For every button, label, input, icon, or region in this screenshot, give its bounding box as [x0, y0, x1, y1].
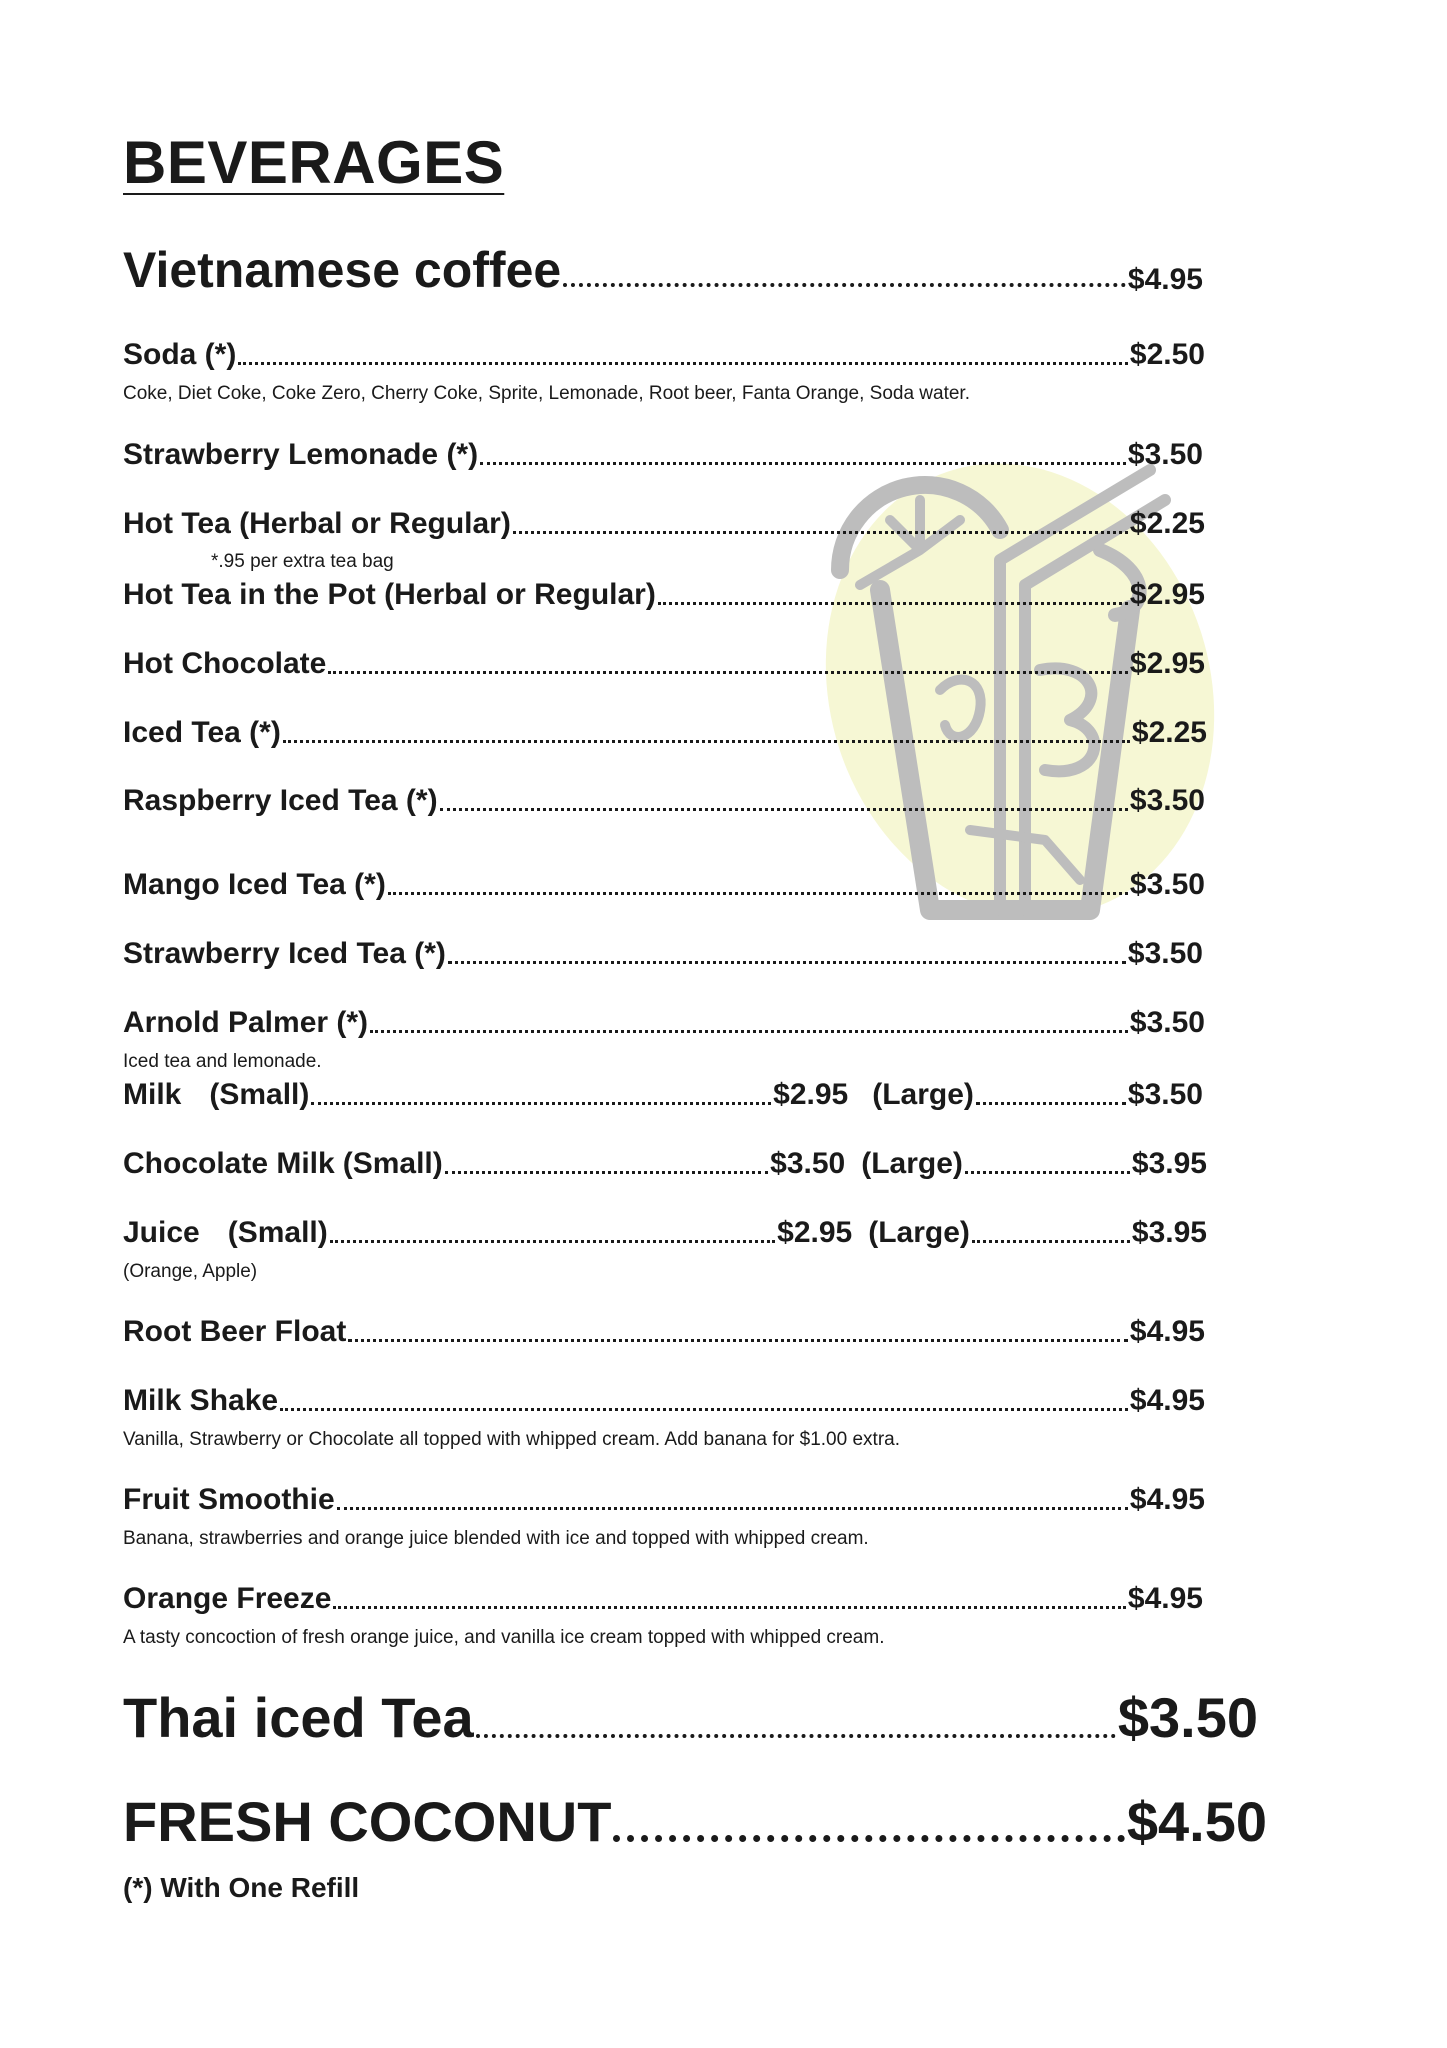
item-price: $3.50 [1129, 868, 1205, 901]
item-price: $4.95 [1129, 1384, 1205, 1417]
menu-item-hot-tea-pot [123, 580, 1205, 610]
item-price: $4.95 [1127, 1582, 1203, 1615]
menu-item-thai-iced-tea [123, 1686, 1258, 1749]
menu-item-root-beer-float [123, 1317, 1205, 1347]
item-note: Banana, strawberries and orange juice blended with ice and topped with whipped cream. [123, 1528, 869, 1549]
dot-leader [613, 1835, 1124, 1842]
item-price: $4.95 [1129, 1483, 1205, 1516]
item-note: (Orange, Apple) [123, 1261, 258, 1282]
item-name: Juice [123, 1216, 200, 1249]
dot-leader [445, 1171, 768, 1174]
large-price: $3.95 [1131, 1147, 1207, 1180]
large-price: $3.95 [1131, 1216, 1207, 1249]
size-small-label: (Small) [209, 1078, 310, 1111]
dot-leader [476, 1734, 1116, 1738]
menu-item-hot-tea [123, 509, 1205, 539]
small-price: $2.95 [773, 1078, 849, 1111]
item-name: Hot Tea in the Pot (Herbal or Regular) [123, 578, 656, 611]
item-price: $4.95 [1129, 1315, 1205, 1348]
dot-leader [448, 961, 1126, 964]
item-name: Iced Tea (*) [123, 716, 281, 749]
dot-leader [337, 1507, 1128, 1510]
menu-item-orange-freeze [123, 1584, 1203, 1614]
size-large-label: (Large) [861, 1147, 963, 1180]
item-price: $2.25 [1131, 716, 1207, 749]
item-price: $4.95 [1127, 263, 1203, 296]
dot-leader [965, 1171, 1130, 1174]
item-name: Vietnamese coffee [123, 242, 562, 298]
item-name: Soda (*) [123, 338, 237, 371]
item-note: *.95 per extra tea bag [211, 551, 394, 572]
small-price: $3.50 [770, 1147, 846, 1180]
dot-leader [328, 671, 1128, 674]
item-name: Milk [123, 1078, 182, 1111]
item-name: Milk Shake [123, 1384, 279, 1417]
item-name: Hot Chocolate [123, 647, 327, 680]
dot-leader [388, 892, 1128, 895]
item-name: Root Beer Float [123, 1315, 347, 1348]
size-small-label: (Small) [342, 1147, 443, 1180]
menu-item-hot-chocolate [123, 649, 1205, 679]
menu-item-milk [123, 1080, 1203, 1110]
item-price: $3.50 [1127, 438, 1203, 471]
item-name: Strawberry Iced Tea (*) [123, 937, 446, 970]
dot-leader [333, 1606, 1126, 1609]
small-price: $2.95 [777, 1216, 853, 1249]
menu-item-soda [123, 340, 1205, 370]
item-price: $3.50 [1129, 784, 1205, 817]
dot-leader [311, 1102, 771, 1105]
menu-item-fruit-smoothie [123, 1485, 1205, 1515]
dot-leader [480, 462, 1126, 465]
item-price: $4.50 [1126, 1790, 1267, 1853]
item-price: $2.95 [1129, 647, 1205, 680]
menu-item-milk-shake [123, 1386, 1205, 1416]
dot-leader [348, 1339, 1128, 1342]
dot-leader [513, 531, 1128, 534]
item-name: Thai iced Tea [123, 1686, 474, 1749]
item-name: Hot Tea (Herbal or Regular) [123, 507, 511, 540]
item-name: Fruit Smoothie [123, 1483, 335, 1516]
menu-item-fresh-coconut [123, 1790, 1267, 1853]
dot-leader [563, 283, 1126, 287]
item-price: $3.50 [1129, 1006, 1205, 1039]
menu-item-mango-iced-tea [123, 870, 1205, 900]
dot-leader [972, 1240, 1130, 1243]
item-note: Coke, Diet Coke, Coke Zero, Cherry Coke, Sprite, Lemonade, Root beer, Fanta Orange, Soda water. [123, 383, 970, 404]
dot-leader [976, 1102, 1126, 1105]
menu-item-strawberry-iced-tea [123, 939, 1203, 969]
menu-item-vietnamese-coffee [123, 242, 1203, 298]
dot-leader [283, 740, 1130, 743]
menu-item-arnold-palmer [123, 1008, 1205, 1038]
item-name: FRESH COCONUT [123, 1790, 612, 1853]
item-name: Orange Freeze [123, 1582, 332, 1615]
size-small-label: (Small) [227, 1216, 328, 1249]
menu-item-chocolate-milk [123, 1149, 1207, 1179]
dot-leader [440, 808, 1128, 811]
menu-item-iced-tea [123, 718, 1207, 748]
dot-leader [330, 1240, 775, 1243]
item-name: Chocolate Milk [123, 1147, 335, 1180]
item-name: Arnold Palmer (*) [123, 1006, 369, 1039]
item-price: $2.25 [1129, 507, 1205, 540]
refill-footnote: (*) With One Refill [123, 1872, 360, 1903]
item-note: A tasty concoction of fresh orange juice, and vanilla ice cream topped with whipped cream. [123, 1627, 885, 1648]
size-large-label: (Large) [868, 1216, 970, 1249]
dot-leader [280, 1408, 1128, 1411]
item-note: Vanilla, Strawberry or Chocolate all topped with whipped cream. Add banana for $1.00 extra. [123, 1429, 900, 1450]
item-price: $2.50 [1129, 338, 1205, 371]
large-price: $3.50 [1127, 1078, 1203, 1111]
item-name: Strawberry Lemonade (*) [123, 438, 479, 471]
dot-leader [370, 1030, 1128, 1033]
item-name: Mango Iced Tea (*) [123, 868, 386, 901]
page-title: BEVERAGES [123, 129, 505, 196]
menu-item-juice [123, 1218, 1207, 1248]
item-price: $3.50 [1127, 937, 1203, 970]
dot-leader [658, 602, 1128, 605]
item-price: $3.50 [1117, 1686, 1258, 1749]
item-note: Iced tea and lemonade. [123, 1051, 322, 1072]
menu-item-raspberry-iced-tea [123, 786, 1205, 816]
size-large-label: (Large) [872, 1078, 974, 1111]
item-price: $2.95 [1129, 578, 1205, 611]
dot-leader [238, 362, 1128, 365]
menu-item-strawberry-lemonade [123, 440, 1203, 470]
item-name: Raspberry Iced Tea (*) [123, 784, 438, 817]
